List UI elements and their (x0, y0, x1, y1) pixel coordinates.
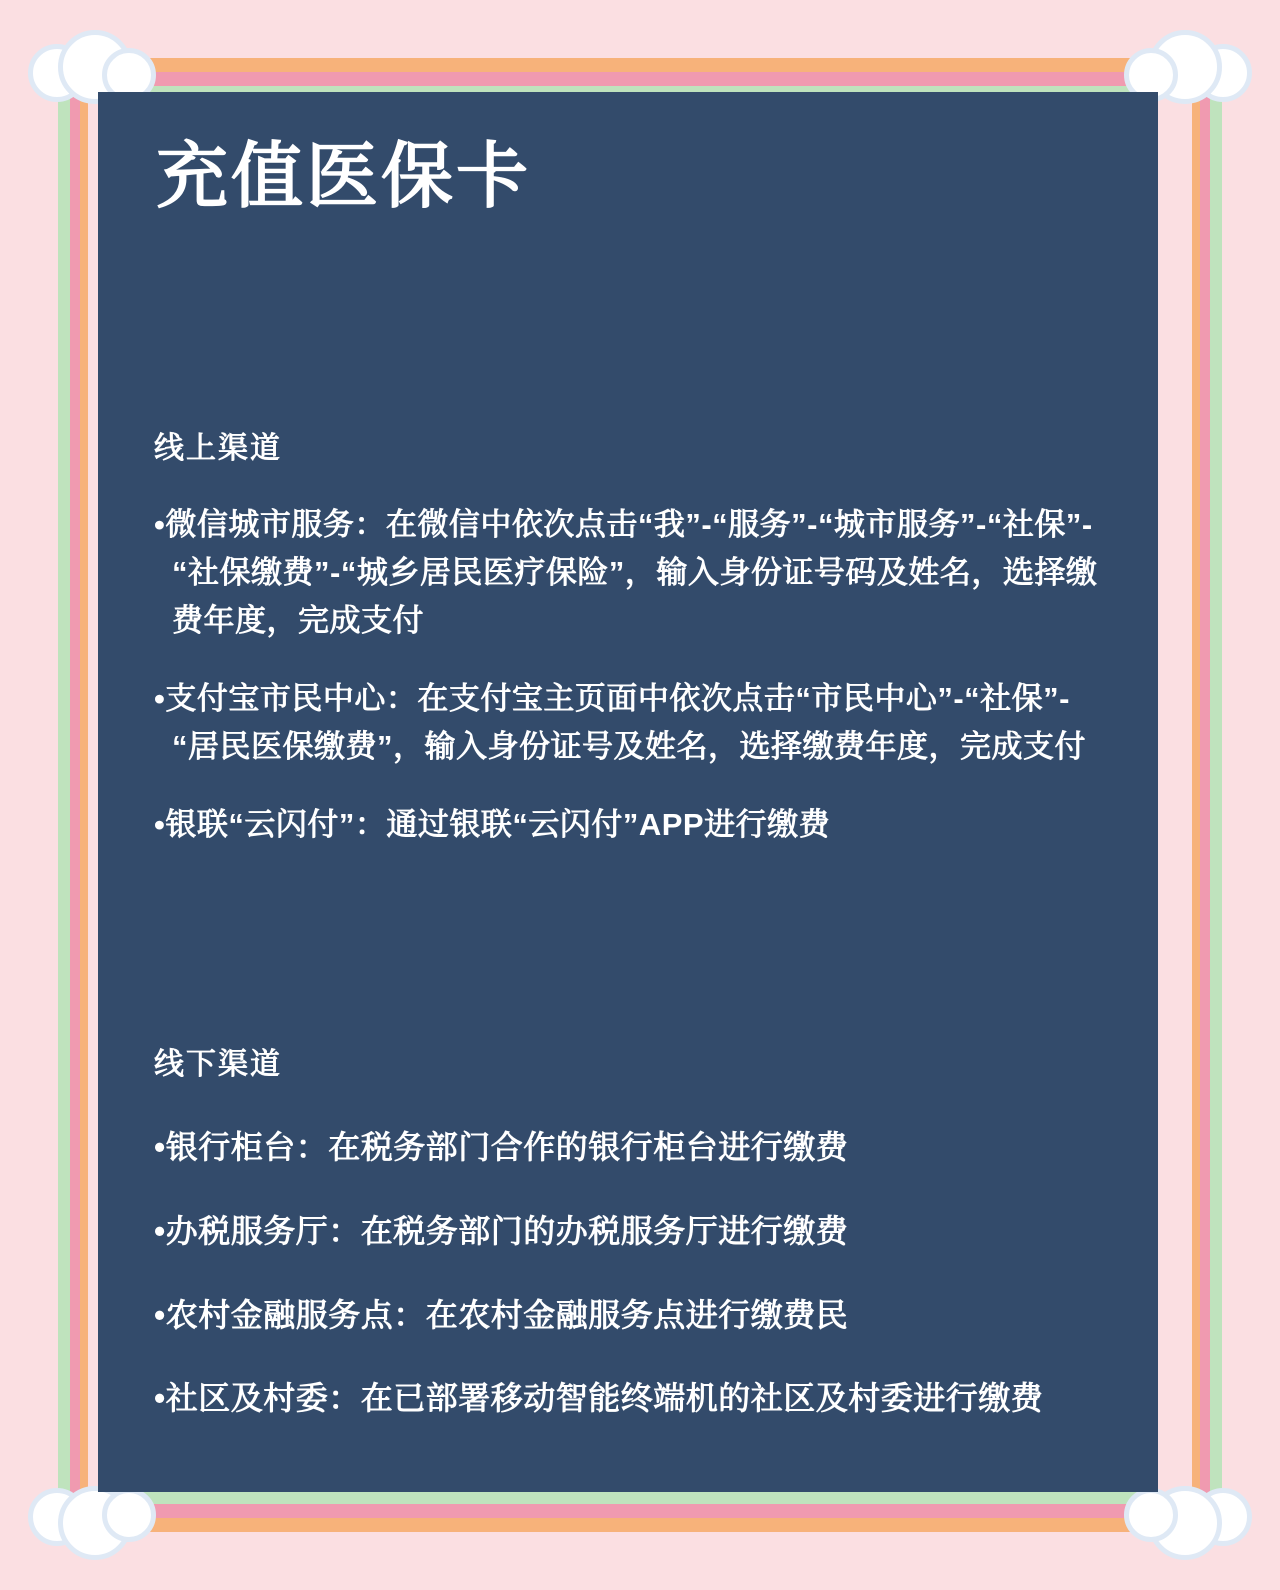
bullet-glyph: • (154, 807, 166, 843)
section-online (154, 423, 1106, 849)
list-item-text: 办税服务厅：在税务部门的办税服务厅进行缴费 (165, 1213, 849, 1250)
cloud-icon (28, 30, 148, 100)
frame-strip-orange-bottom (74, 1518, 1206, 1532)
section-heading-online: 线上渠道 (154, 432, 282, 466)
list-item-text: 农村金融服务点：在农村金融服务点进行缴费民 (165, 1296, 849, 1333)
bullet-glyph: • (154, 1380, 166, 1417)
section-heading-offline: 线下渠道 (154, 1048, 282, 1082)
list-item-text: 支付宝市民中心：在支付宝主页面中依次点击“市民中心”-“社保”-“居民医保缴费”，输入身份证号及姓名，选择缴费年度，完成支付 (165, 681, 1086, 765)
cloud-icon (28, 1490, 148, 1560)
frame-strip-pink-top (66, 72, 1214, 86)
list-item (154, 1374, 1106, 1424)
bullet-glyph: • (154, 1129, 166, 1166)
list-item-text: 微信城市服务：在微信中依次点击“我”-“服务”-“城市服务”-“社保”-“社保缴费”-“城乡居民医疗保险”，输入身份证号码及姓名，选择缴费年度，完成支付 (165, 507, 1098, 639)
content-card (98, 92, 1158, 1492)
bullet-glyph: • (154, 507, 166, 543)
bullet-glyph: • (154, 1213, 166, 1250)
list-item (154, 501, 1106, 645)
list-item-text: 银行柜台：在税务部门合作的银行柜台进行缴费 (165, 1129, 849, 1166)
frame-strip-green-right (1210, 86, 1222, 1504)
offline-channel-list (154, 1123, 1106, 1423)
page-title: 充值医保卡 (156, 137, 532, 217)
frame-strip-green-bottom (58, 1492, 1222, 1504)
cloud-icon (1132, 30, 1252, 100)
section-offline (154, 1039, 1106, 1423)
frame-strip-green-left (58, 86, 70, 1504)
list-item (154, 1291, 1106, 1341)
list-item-text: 社区及村委：在已部署移动智能终端机的社区及村委进行缴费 (165, 1380, 1044, 1417)
bullet-glyph: • (154, 1296, 166, 1333)
online-channel-list (154, 501, 1106, 849)
cloud-icon (1132, 1490, 1252, 1560)
list-item (154, 1207, 1106, 1257)
list-item (154, 801, 1106, 849)
list-item-text: 银联“云闪付”：通过银联“云闪付”APP进行缴费 (165, 807, 831, 843)
bullet-glyph: • (154, 681, 166, 717)
frame-strip-orange-top (74, 58, 1206, 72)
frame-strip-pink-bottom (66, 1504, 1214, 1518)
list-item (154, 1123, 1106, 1173)
list-item (154, 675, 1106, 771)
